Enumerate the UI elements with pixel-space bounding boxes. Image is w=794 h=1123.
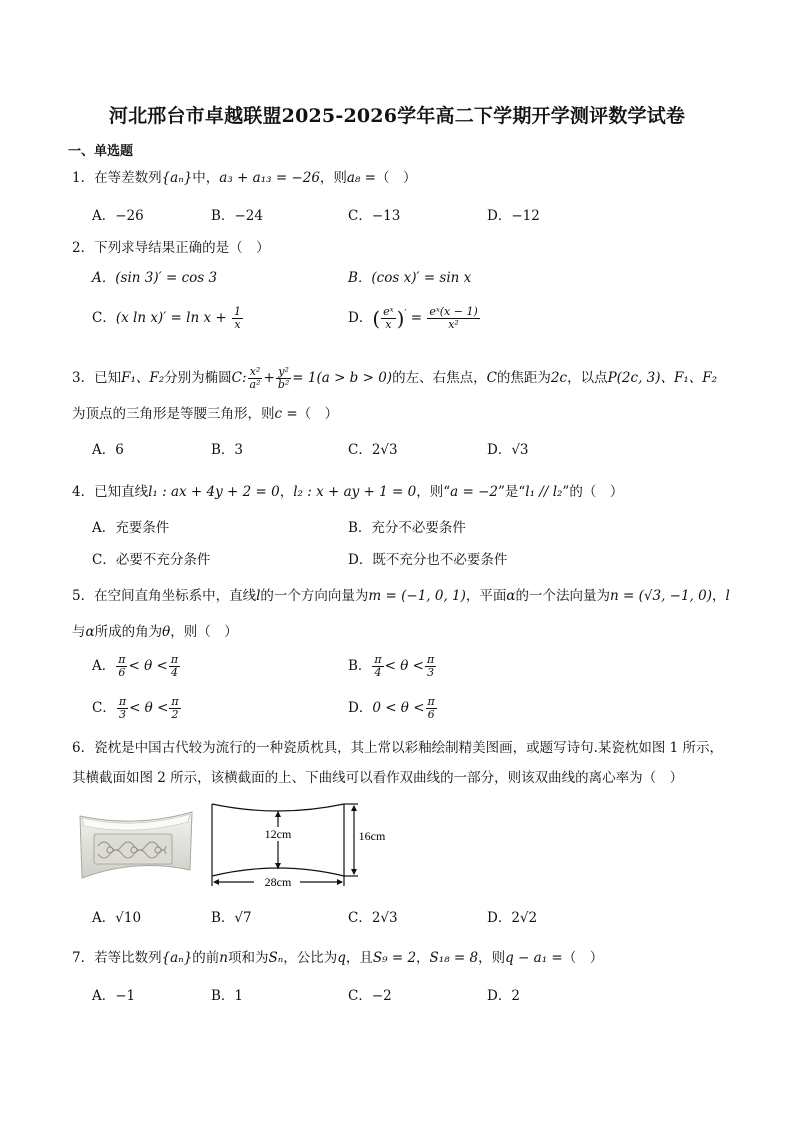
question-2-stem: 2．下列求导结果正确的是（ ） <box>72 240 270 256</box>
question-3-line-1: 3．已知F₁、F₂分别为椭圆C: $\frac{\text{x²}}{\text{a²}}$ + $\frac{\text{y²}}{\text{b²}}$ = 1(a > b > 0)的左、右焦点，C的焦距为2c，以点P(2c, 3)、F₁、F₂ <box>72 365 718 391</box>
q7-option-a[interactable]: A．−1 <box>92 988 136 1004</box>
q4-option-a[interactable]: A．充要条件 <box>92 520 170 536</box>
q7-option-d[interactable]: D．2 <box>487 988 520 1004</box>
cross-section-figure <box>208 800 398 892</box>
q3-option-c[interactable]: C．2√3 <box>348 442 398 458</box>
q2-option-a[interactable]: A．(sin 3)′ = cos 3 <box>92 270 218 286</box>
question-6-line-2: 其横截面如图 2 所示，该横截面的上、下曲线可以看作双曲线的一部分，则该双曲线的离心率为（ ） <box>72 770 684 786</box>
question-3-line-2: 为顶点的三角形是等腰三角形，则c =（ ） <box>72 406 339 422</box>
outer-height-label: 16cm <box>358 829 386 843</box>
q3-option-b[interactable]: B．3 <box>211 442 244 458</box>
q2-option-b[interactable]: B．(cos x)′ = sin x <box>348 270 472 286</box>
q7-option-c[interactable]: C．−2 <box>348 988 392 1004</box>
q4-option-c[interactable]: C．必要不充分条件 <box>92 552 211 568</box>
width-label: 28cm <box>264 875 292 889</box>
q4-option-b[interactable]: B．充分不必要条件 <box>348 520 466 536</box>
q3-option-d[interactable]: D．√3 <box>487 442 529 458</box>
question-1-stem: 1．在等差数列{aₙ}中，a₃ + a₁₃ = −26，则a₈ =（ ） <box>72 170 417 186</box>
q6-option-a[interactable]: A．√10 <box>92 910 142 926</box>
q7-option-b[interactable]: B．1 <box>211 988 244 1004</box>
question-5-line-1: 5．在空间直角坐标系中，直线l的一个方向向量为m = (−1, 0, 1)，平面α的一个法向量为n = (√3, −1, 0)，l <box>72 588 730 604</box>
inner-height-label: 12cm <box>264 827 292 841</box>
q1-option-d[interactable]: D．−12 <box>487 208 540 224</box>
q5-option-d[interactable]: D．0 < θ < $\frac{\pi}{6}$ <box>348 695 435 721</box>
page-title: 河北邢台市卓越联盟2025-2026学年高二下学期开学测评数学试卷 <box>108 105 686 127</box>
q6-option-b[interactable]: B．√7 <box>211 910 252 926</box>
q1-option-b[interactable]: B．−24 <box>211 208 263 224</box>
q1-option-c[interactable]: C．−13 <box>348 208 401 224</box>
q4-option-d[interactable]: D．既不充分也不必要条件 <box>348 552 508 568</box>
q5-option-c[interactable]: C． $\frac{\pi}{3}$ < θ < $\frac{\pi}{2}$ <box>92 695 179 721</box>
question-6-line-1: 6．瓷枕是中国古代较为流行的一种瓷质枕具，其上常以彩釉绘制精美图画，或题写诗句.某瓷枕如图 1 所示， <box>72 740 724 756</box>
q2-option-c[interactable]: C．(x ln x)′ = ln x + $\frac{1}{x}$ <box>92 305 241 331</box>
q5-option-a[interactable]: A． $\frac{\pi}{6}$ < θ < $\frac{\pi}{4}$ <box>92 653 179 679</box>
q5-option-b[interactable]: B． $\frac{\pi}{4}$ < θ < $\frac{\pi}{3}$ <box>348 653 435 679</box>
q1-option-a[interactable]: A．−26 <box>92 208 144 224</box>
q6-option-d[interactable]: D．2√2 <box>487 910 538 926</box>
section-heading: 一、单选题 <box>68 144 134 159</box>
question-7-stem: 7．若等比数列{aₙ}的前n项和为Sₙ，公比为q，且S₉ = 2，S₁₈ = 8，则q − a₁ =（ ） <box>72 950 604 966</box>
question-4-stem: 4．已知直线l₁ : ax + 4y + 2 = 0，l₂ : x + ay + 1 = 0，则“a = −2”是“l₁ // l₂”的（ ） <box>72 484 624 500</box>
porcelain-pillow-photo <box>78 806 194 884</box>
q2-option-d[interactable]: D．( $\frac{\text{eˣ}}{x}$ )′ = $\frac{\text{eˣ(x − 1)}}{\text{x²}}$ <box>348 305 478 331</box>
q3-option-a[interactable]: A．6 <box>92 442 124 458</box>
q6-option-c[interactable]: C．2√3 <box>348 910 398 926</box>
question-5-line-2: 与α所成的角为θ，则（ ） <box>72 624 238 640</box>
